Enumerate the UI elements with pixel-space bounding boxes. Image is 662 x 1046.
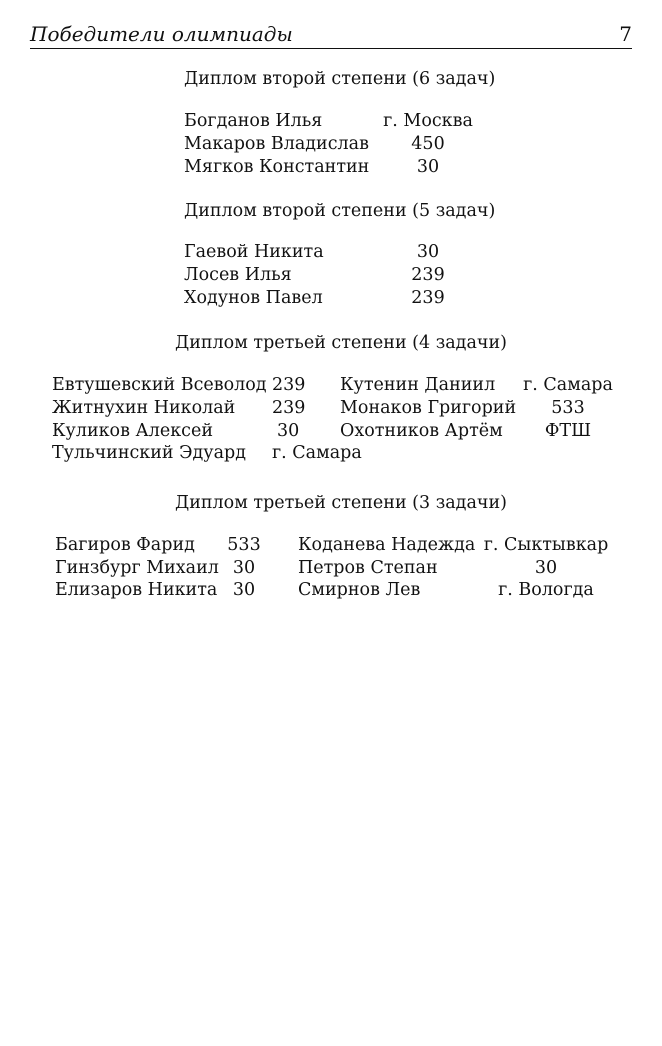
section-heading: Диплом третьей степени (4 задачи): [175, 333, 507, 353]
section-heading: Диплом второй степени (5 задач): [184, 201, 496, 221]
winner-name: Елизаров Никита: [55, 580, 218, 600]
winner-school: г. Вологда: [498, 580, 594, 600]
section-heading: Диплом третьей степени (3 задачи): [175, 493, 507, 513]
winner-school: 30: [416, 242, 440, 262]
page-number: 7: [619, 22, 632, 46]
winner-school: ФТШ: [544, 421, 592, 441]
winner-name: Лосев Илья: [184, 265, 292, 285]
winner-name: Куликов Алексей: [52, 421, 213, 441]
winner-school: 30: [277, 421, 300, 441]
winner-school: 533: [227, 535, 261, 555]
winner-school: 30: [232, 558, 256, 578]
winner-name: Смирнов Лев: [298, 580, 421, 600]
winner-name: Житнухин Николай: [52, 398, 236, 418]
winner-school: 30: [232, 580, 256, 600]
winner-name: Коданева Надежда: [298, 535, 476, 555]
winner-name: Макаров Владислав: [184, 134, 369, 154]
winner-name: Тульчинский Эдуард: [52, 443, 247, 463]
winner-school: 239: [411, 265, 445, 285]
winner-name: Ходунов Павел: [184, 288, 323, 308]
winner-name: Кутенин Даниил: [340, 375, 496, 395]
winner-school: 30: [416, 157, 440, 177]
header-title: Победители олимпиады: [30, 22, 293, 46]
winner-name: Охотников Артём: [340, 421, 503, 441]
winner-name: Монаков Григорий: [340, 398, 517, 418]
winner-school: г. Москва: [383, 111, 473, 131]
winner-school: 239: [272, 375, 306, 395]
winner-school: г. Самара: [523, 375, 613, 395]
winner-name: Гинзбург Михаил: [55, 558, 219, 578]
winner-name: Петров Степан: [298, 558, 438, 578]
running-header: [30, 22, 632, 49]
winner-name: Мягков Константин: [184, 157, 370, 177]
winner-name: Евтушевский Всеволод: [52, 375, 267, 395]
winner-school: 239: [272, 398, 306, 418]
winner-school: 30: [534, 558, 558, 578]
winner-school: 239: [411, 288, 445, 308]
winner-name: Багиров Фарид: [55, 535, 195, 555]
winner-name: Богданов Илья: [184, 111, 323, 131]
winner-school: г. Самара: [272, 443, 362, 463]
winner-name: Гаевой Никита: [184, 242, 324, 262]
winner-school: 533: [551, 398, 585, 418]
winner-school: 450: [411, 134, 445, 154]
winner-school: г. Сыктывкар: [483, 535, 609, 555]
section-heading: Диплом второй степени (6 задач): [184, 69, 496, 89]
